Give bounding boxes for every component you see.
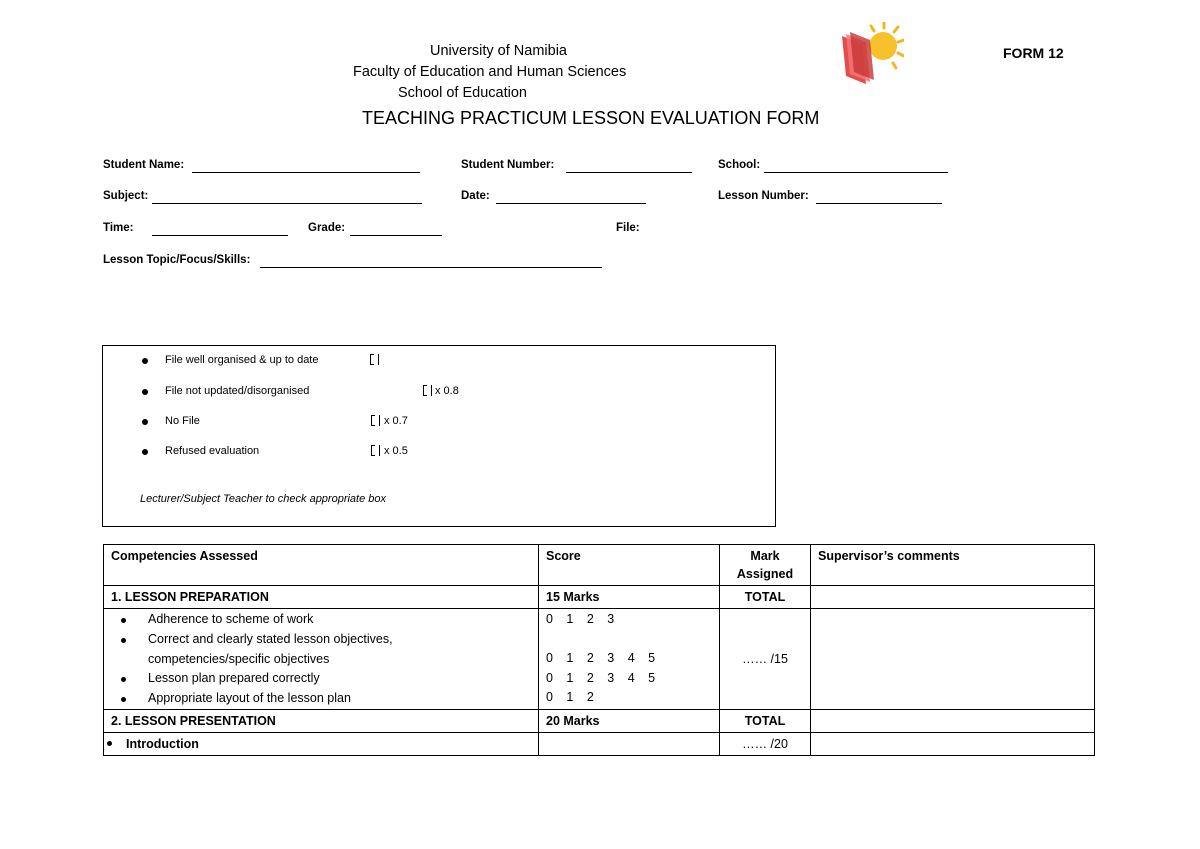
list-item: Introduction: [126, 736, 199, 751]
file-option-checkbox[interactable]: [423, 385, 432, 396]
lesson-topic-field[interactable]: [260, 267, 602, 268]
header-competencies: Competencies Assessed: [104, 545, 539, 586]
bullet-icon: [142, 358, 148, 364]
file-option-label: File not updated/disorganised: [165, 385, 310, 397]
list-item-continued: competencies/specific objectives: [148, 651, 330, 666]
file-option-label: File well organised & up to date: [165, 354, 319, 366]
student-name-field[interactable]: [192, 172, 420, 173]
header-mark-assigned: [720, 545, 811, 586]
time-label: Time:: [103, 222, 134, 234]
competency-list: [104, 610, 538, 709]
grade-label: Grade:: [308, 222, 346, 234]
box-instruction-note: Lecturer/Subject Teacher to check appropriate box: [140, 493, 387, 505]
bullet-icon: [142, 449, 148, 455]
table-row: [104, 609, 1095, 710]
file-option-checkbox[interactable]: [370, 354, 379, 365]
page-title: TEACHING PRACTICUM LESSON EVALUATION FORM: [362, 108, 820, 128]
header-comments: Supervisor’s comments: [811, 545, 1095, 586]
section-title: 2. LESSON PRESENTATION: [104, 709, 539, 732]
file-option-multiplier: x 0.5: [384, 445, 408, 457]
faculty-name: Faculty of Education and Human Sciences: [353, 64, 627, 80]
file-evaluation-box: [102, 345, 776, 527]
table-header-row: [104, 545, 1095, 586]
score-options[interactable]: 0 1 2 3 4 5: [546, 651, 656, 666]
list-item: Lesson plan prepared correctly: [104, 669, 538, 689]
student-name-label: Student Name:: [103, 159, 185, 171]
time-field[interactable]: [152, 235, 288, 236]
competency-items-cell: [104, 609, 539, 710]
date-field[interactable]: [496, 203, 646, 204]
mark-assigned-cell[interactable]: …… /20: [720, 732, 811, 755]
bullet-icon: [107, 741, 112, 746]
subject-field[interactable]: [152, 203, 422, 204]
section-title: 1. LESSON PREPARATION: [104, 586, 539, 609]
header-mark-line2: Assigned: [736, 567, 794, 581]
score-options[interactable]: 0 1 2: [546, 690, 594, 705]
date-label: Date:: [461, 190, 490, 202]
competency-item-cell: [104, 732, 539, 755]
comment-cell[interactable]: [811, 732, 1095, 755]
evaluation-table: [103, 544, 1095, 756]
score-options-cell: [539, 609, 720, 710]
section-comment-cell[interactable]: [811, 586, 1095, 609]
score-options[interactable]: 0 1 2 3 4 5: [546, 670, 656, 685]
table-row: [104, 732, 1095, 755]
list-item: Correct and clearly stated lesson objectives,: [104, 630, 538, 650]
score-options: [546, 630, 712, 650]
section-row-preparation: [104, 586, 1095, 609]
list-item: Appropriate layout of the lesson plan: [104, 689, 538, 709]
score-options-cell[interactable]: [539, 732, 720, 755]
subject-label: Subject:: [103, 190, 149, 202]
comment-cell[interactable]: [811, 609, 1095, 710]
header-mark-line1: Mark: [750, 549, 780, 563]
section-marks: 15 Marks: [539, 586, 720, 609]
section-total-label: TOTAL: [720, 709, 811, 732]
file-option-multiplier: x 0.7: [384, 415, 408, 427]
section-marks: 20 Marks: [539, 709, 720, 732]
school-name: School of Education: [398, 85, 527, 101]
bullet-icon: [142, 389, 148, 395]
section-total-label: TOTAL: [720, 586, 811, 609]
header-score: Score: [539, 545, 720, 586]
section-comment-cell[interactable]: [811, 709, 1095, 732]
grade-field[interactable]: [350, 235, 442, 236]
section-row-presentation: [104, 709, 1095, 732]
list-item: Adherence to scheme of work: [104, 610, 538, 630]
file-option-label: No File: [165, 415, 200, 427]
lesson-number-field[interactable]: [816, 203, 942, 204]
file-option-label: Refused evaluation: [165, 445, 260, 457]
file-option-checkbox[interactable]: [371, 445, 380, 456]
form-number: FORM 12: [1003, 45, 1064, 61]
file-label: File:: [616, 222, 640, 234]
file-option-multiplier: x 0.8: [435, 385, 459, 397]
lesson-topic-label: Lesson Topic/Focus/Skills:: [103, 254, 251, 266]
book-sun-logo-icon: [838, 22, 904, 92]
student-number-label: Student Number:: [461, 159, 555, 171]
student-number-field[interactable]: [566, 172, 692, 173]
lesson-number-label: Lesson Number:: [718, 190, 809, 202]
score-options[interactable]: 0 1 2 3: [546, 612, 615, 626]
mark-assigned-cell[interactable]: …… /15: [720, 609, 811, 710]
university-name: University of Namibia: [430, 43, 567, 59]
file-option-checkbox[interactable]: [371, 415, 380, 426]
school-label: School:: [718, 159, 761, 171]
bullet-icon: [142, 419, 148, 425]
school-field[interactable]: [764, 172, 948, 173]
